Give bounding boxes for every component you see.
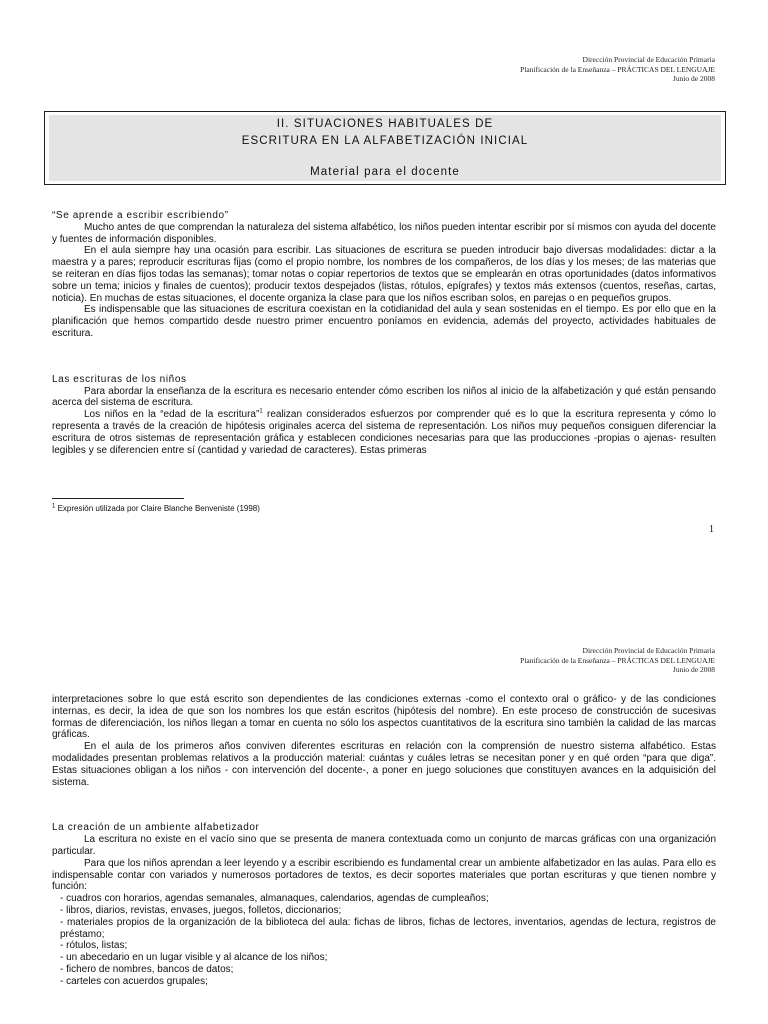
paragraph: En el aula siempre hay una ocasión para escribir. Las situaciones de escritura se pueden introducir bajo diversas modalidades: dictar a la maestra y a pares; reproducir escrituras fijas (como el propio nombre, los nombres de los compañeros, de los días y los meses; de las materias que se reiteran en días fijos todas las semanas); tomar notas o copiar repertorios de textos que se emplearán en otras oportunidades (datos informativos sobre un tema; inicios y finales de cuentos); producir textos despejados (listas, rótulos, epígrafes) y textos más extensos (cuentos, reseñas, cartas, noticia). En muchas de estas situaciones, el docente organiza la clase para que los niños escriban solos, en parejas o en pequeños grupos.	[52, 245, 716, 304]
page-header	[520, 55, 715, 84]
paragraph: Para que los niños aprendan a leer leyendo y a escribir escribiendo es fundamental crear un ambiente alfabetizador en las aulas. Para ello es indispensable contar con variados y numerosos portadores de textos, es decir soportes materiales que portan escrituras y que tienen nombre y función:	[52, 857, 716, 893]
paragraph	[52, 409, 716, 456]
title-line-1: II. SITUACIONES HABITUALES DE	[276, 118, 494, 130]
paragraph: La escritura no existe en el vacío sino que se presenta de manera contextuada como un conjunto de marcas gráficas con una organización particular.	[52, 834, 716, 857]
paragraph-text: Los niños en la “edad de la escritura”	[84, 409, 260, 421]
paragraph: Es indispensable que las situaciones de escritura coexistan en la cotidianidad del aula y sean sostenidas en el tiempo. Es por ello que en la planificación que hemos compartido desde nuestro primer encuentro poníamos en evidencia, además del proyecto, actividades habituales de escritura.	[52, 304, 716, 339]
header-line-2: Planificación de la Enseñanza – PRÁCTICAS DEL LENGUAJE	[520, 64, 715, 74]
list-item: - materiales propios de la organización de la biblioteca del aula: fichas de libros, fichas de lectores, inventarios, agendas de lectura, registros de préstamo;	[60, 916, 716, 940]
document-page-2	[0, 600, 768, 1024]
title-box	[44, 111, 726, 185]
page-2-body	[52, 694, 716, 988]
header-line-3: Junio de 2008	[672, 665, 715, 674]
footnote-text: Expresión utilizada por Claire Blanche Benveniste (1998)	[55, 504, 260, 513]
footnote-mark: 1	[52, 503, 56, 510]
title-box-fill	[49, 115, 721, 181]
list-item: - carteles con acuerdos grupales;	[60, 975, 208, 987]
section-gap	[52, 788, 716, 822]
footnote	[52, 504, 260, 513]
section-heading-escrituras: Las escrituras de los niños	[52, 373, 187, 385]
list-item: - libros, diarios, revistas, envases, juegos, folletos, diccionarios;	[60, 904, 342, 916]
page-number: 1	[709, 524, 714, 535]
header-line-2: Planificación de la Enseñanza – PRÁCTICAS DEL LENGUAJE	[520, 655, 715, 665]
header-line-3: Junio de 2008	[672, 74, 715, 83]
paragraph-text: realizan considerados esfuerzos por comprender qué es lo que la escritura representa y cómo lo representa a través de la creación de hipótesis originales acerca del sistema de representación. Los niños muy pequeños consiguen diferenciar la escritura de otros sistemas de representación gráfica y establecen condiciones necesarias para que las producciones -propias o ajenas- resulten legibles y se diferencien entre sí (cantidad y variedad de caracteres). Estas primeras	[52, 409, 716, 456]
list-item: - fichero de nombres, bancos de datos;	[60, 963, 234, 975]
header-line-1: Dirección Provincial de Educación Primaria	[582, 646, 715, 655]
paragraph: Mucho antes de que comprendan la naturaleza del sistema alfabético, los niños pueden intentar escribir por sí mismos con ayuda del docente y fuentes de información disponibles.	[52, 221, 716, 245]
portadores-list	[52, 893, 716, 987]
footnote-ref[interactable]: 1	[259, 408, 263, 415]
paragraph: interpretaciones sobre lo que está escrito son dependientes de las condiciones externas -como el contexto oral o gráfico- y de las condiciones internas, es decir, la idea de que son los nombres los que están escritos (hipótesis del nombre). En este proceso de construcción de sucesivas formas de diferenciación, los niños llegan a tomar en cuenta no sólo los aspectos cuantitativos de la escritura sino también la calidad de las marcas gráficas.	[52, 694, 716, 741]
list-item: - rótulos, listas;	[60, 940, 128, 952]
section-gap	[52, 340, 716, 374]
title-line-2: ESCRITURA EN LA ALFABETIZACIÓN INICIAL	[241, 135, 529, 147]
footnote-separator	[52, 498, 184, 499]
paragraph: En el aula de los primeros años conviven diferentes escrituras en relación con la comprensión de nuestro sistema alfabético. Estas modalidades presentan problemas relativos a la producción material: cuántas y cuáles letras se necesitan poner y en qué orden “para que diga”. Estas situaciones obligan a los niños - con intervención del docente-, a poner en juego soluciones que constituyen avances en la adquisición del sistema.	[52, 741, 716, 788]
title-subtitle: Material para el docente	[310, 166, 460, 178]
list-item: - un abecedario en un lugar visible y al alcance de los niños;	[60, 952, 328, 964]
header-line-1: Dirección Provincial de Educación Primaria	[582, 55, 715, 64]
page-header	[520, 646, 715, 675]
list-item: - cuadros con horarios, agendas semanales, almanaques, calendarios, agendas de cumpleaños;	[60, 893, 489, 905]
page-1-body	[52, 210, 716, 456]
paragraph: Para abordar la enseñanza de la escritura es necesario entender cómo escriben los niños al inicio de la alfabetización y qué están pensando acerca del sistema de escritura.	[52, 385, 716, 409]
section-heading-ambiente: La creación de un ambiente alfabetizador	[52, 822, 260, 834]
section-heading-escribir: “Se aprende a escribir escribiendo”	[52, 210, 229, 221]
